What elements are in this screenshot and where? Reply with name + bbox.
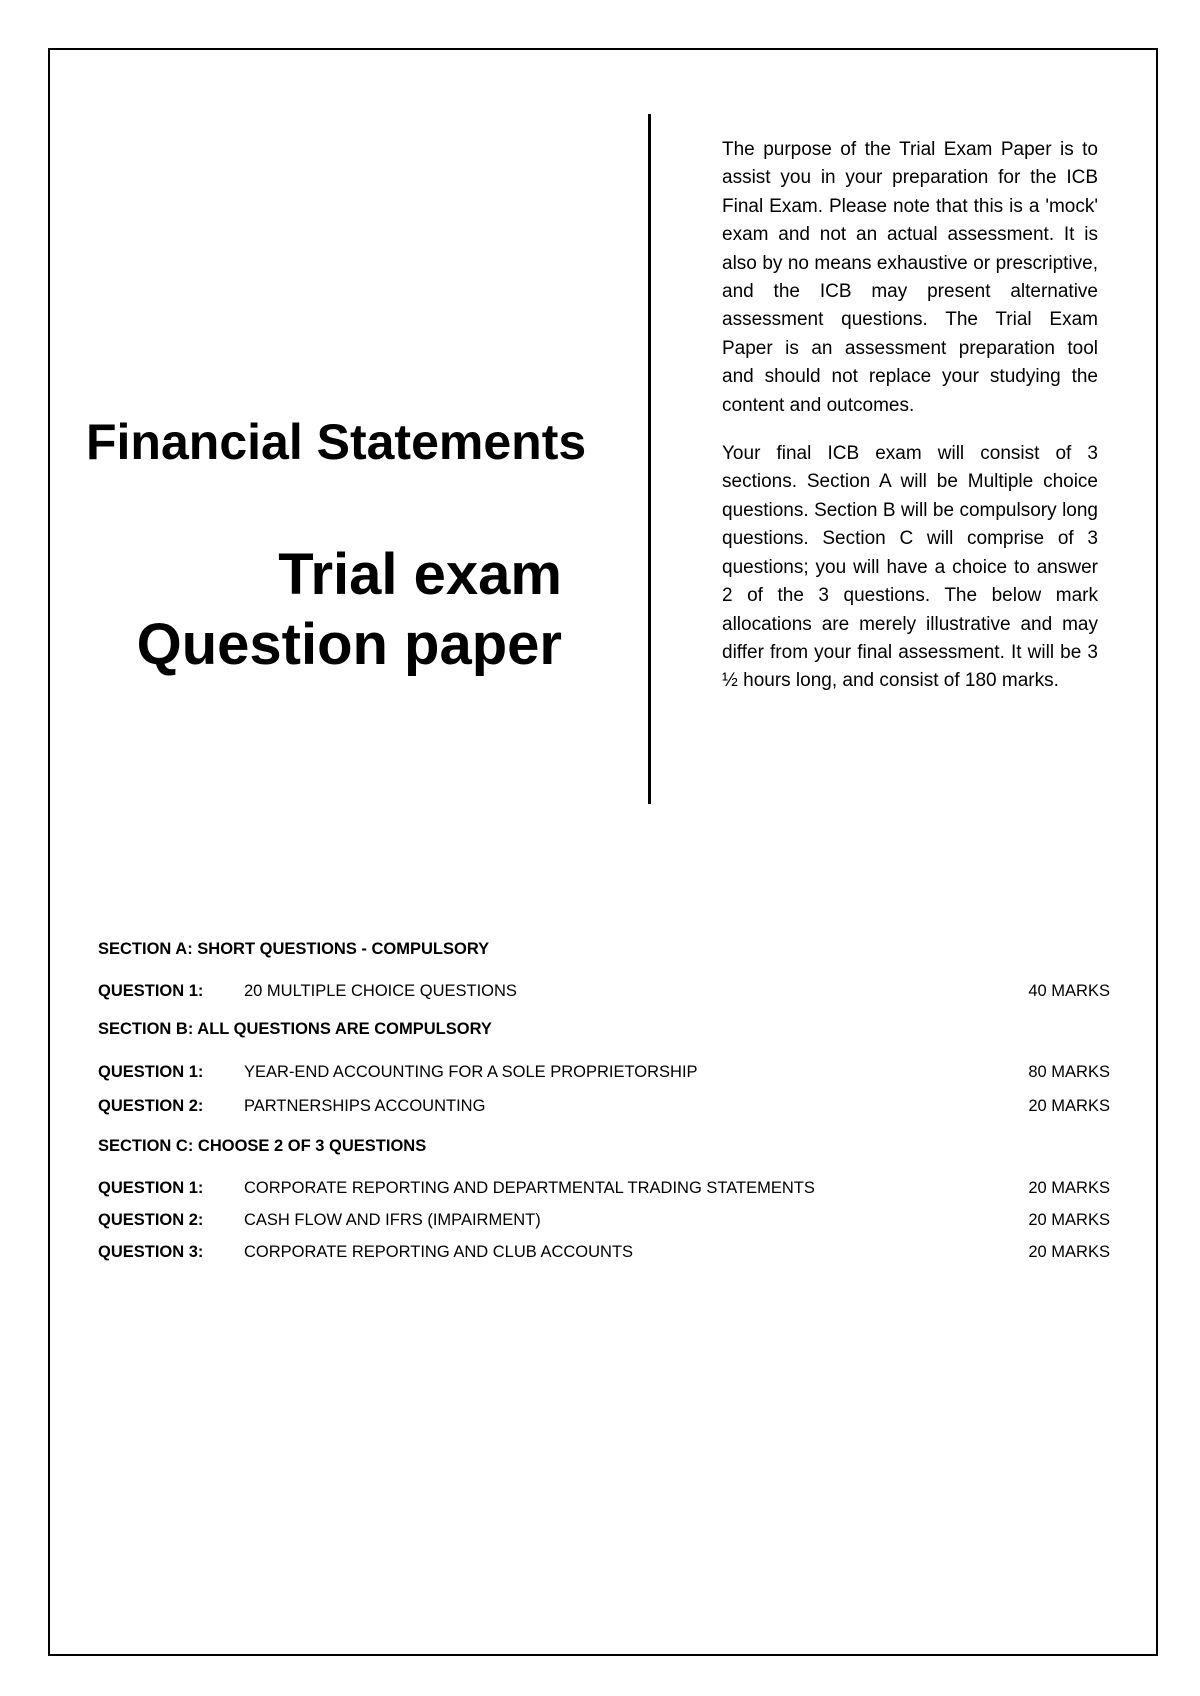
section-a-heading: SECTION A: SHORT QUESTIONS - COMPULSORY [98, 940, 490, 958]
question-overview [98, 938, 1116, 1263]
question-marks: 20 MARKS [1028, 1243, 1110, 1261]
question-row [98, 1177, 1116, 1199]
section-b-heading: SECTION B: ALL QUESTIONS ARE COMPULSORY [98, 1020, 492, 1038]
question-topic: 20 MULTIPLE CHOICE QUESTIONS [244, 982, 517, 1000]
question-marks: 20 MARKS [1028, 1179, 1110, 1197]
question-label: QUESTION 1: [98, 1179, 204, 1197]
question-topic: PARTNERSHIPS ACCOUNTING [244, 1097, 486, 1115]
question-marks: 40 MARKS [1028, 982, 1110, 1000]
subject-title: Financial Statements [86, 414, 587, 470]
question-label: QUESTION 3: [98, 1243, 204, 1261]
paper-type-line-1: Trial exam [278, 542, 562, 607]
question-row [98, 1095, 1116, 1117]
paper-type-title [80, 540, 562, 680]
question-topic: YEAR-END ACCOUNTING FOR A SOLE PROPRIETORSHIP [244, 1063, 698, 1081]
question-label: QUESTION 2: [98, 1097, 204, 1115]
intro-paragraph-purpose: The purpose of the Trial Exam Paper is to assist you in your preparation for the ICB Final Exam. Please note that this is a 'mock' exam and not an actual assessment. It is also by no means exhaustive or prescriptive, and the ICB may present alternative assessment questions. The Trial Exam Paper is an assessment preparation tool and should not replace your studying the content and outcomes. [722, 139, 1098, 416]
question-row [98, 1209, 1116, 1231]
question-row [98, 1061, 1116, 1083]
question-label: QUESTION 2: [98, 1211, 204, 1229]
question-marks: 80 MARKS [1028, 1063, 1110, 1081]
intro-paragraph-structure: Your final ICB exam will consist of 3 sections. Section A will be Multiple choice questions. Section B will be compulsory long questions. Section C will comprise of 3 questions; you will have a choice to answer 2 of the 3 questions. The below mark allocations are merely illustrative and may differ from your final assessment. It will be 3 ½ hours long, and consist of 180 marks. [722, 443, 1098, 692]
question-marks: 20 MARKS [1028, 1097, 1110, 1115]
intro-text [722, 136, 1098, 716]
question-label: QUESTION 1: [98, 1063, 204, 1081]
question-row [98, 1241, 1116, 1263]
question-marks: 20 MARKS [1028, 1211, 1110, 1229]
question-topic: CASH FLOW AND IFRS (IMPAIRMENT) [244, 1211, 541, 1229]
question-label: QUESTION 1: [98, 982, 204, 1000]
question-topic: CORPORATE REPORTING AND DEPARTMENTAL TRADING STATEMENTS [244, 1179, 815, 1197]
question-row [98, 980, 1116, 1002]
question-topic: CORPORATE REPORTING AND CLUB ACCOUNTS [244, 1243, 634, 1261]
vertical-divider [648, 114, 651, 804]
paper-type-line-2: Question paper [136, 612, 562, 677]
section-c-heading: SECTION C: CHOOSE 2 OF 3 QUESTIONS [98, 1137, 427, 1155]
